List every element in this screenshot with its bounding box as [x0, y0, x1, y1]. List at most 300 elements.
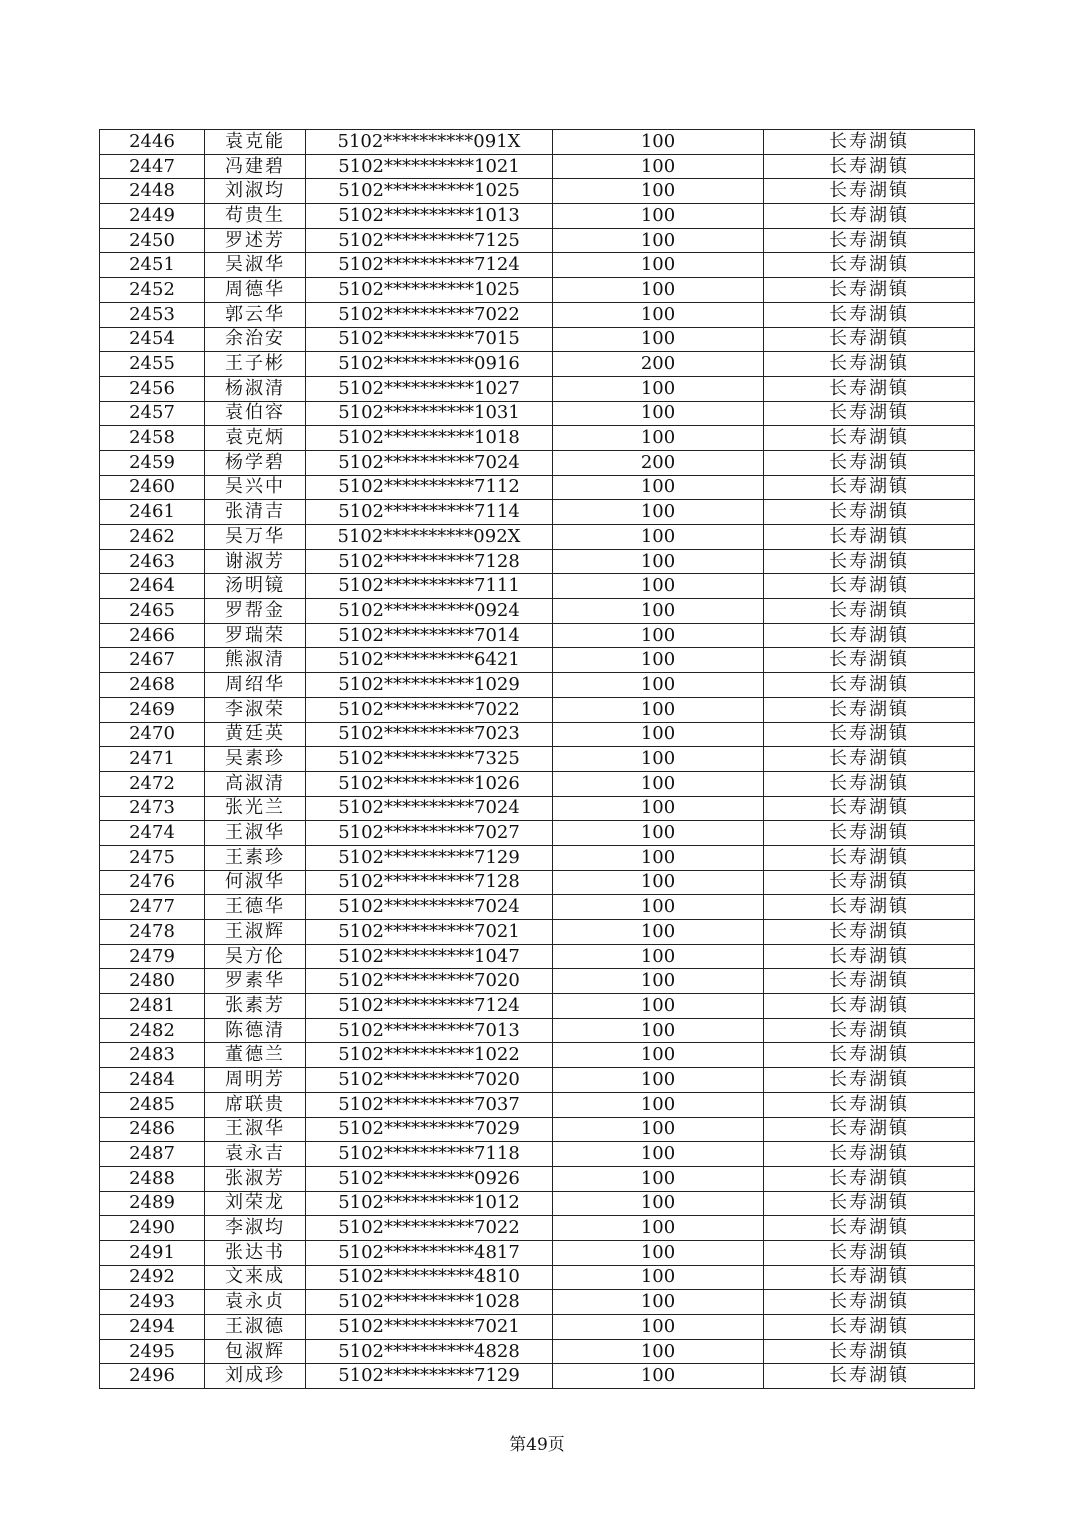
cell-amount: 200: [553, 450, 764, 475]
cell-town: 长寿湖镇: [764, 500, 975, 525]
cell-amount: 100: [553, 278, 764, 303]
cell-amount: 100: [553, 1191, 764, 1216]
cell-town: 长寿湖镇: [764, 648, 975, 673]
cell-town: 长寿湖镇: [764, 1018, 975, 1043]
table-row: [100, 821, 975, 846]
cell-id-number: 5102**********7114: [306, 500, 553, 525]
cell-name: 黄廷英: [205, 722, 306, 747]
cell-number: 2486: [100, 1117, 205, 1142]
cell-number: 2468: [100, 673, 205, 698]
cell-name: 袁伯容: [205, 401, 306, 426]
cell-number: 2492: [100, 1265, 205, 1290]
cell-town: 长寿湖镇: [764, 623, 975, 648]
table-row: [100, 969, 975, 994]
cell-town: 长寿湖镇: [764, 1142, 975, 1167]
cell-amount: 100: [553, 845, 764, 870]
cell-town: 长寿湖镇: [764, 1364, 975, 1389]
cell-name: 吴方伦: [205, 944, 306, 969]
cell-id-number: 5102**********7023: [306, 722, 553, 747]
cell-amount: 100: [553, 722, 764, 747]
cell-name: 张素芳: [205, 994, 306, 1019]
cell-number: 2480: [100, 969, 205, 994]
cell-amount: 100: [553, 648, 764, 673]
cell-name: 王淑辉: [205, 920, 306, 945]
cell-town: 长寿湖镇: [764, 1191, 975, 1216]
cell-amount: 100: [553, 525, 764, 550]
cell-amount: 100: [553, 426, 764, 451]
cell-number: 2455: [100, 352, 205, 377]
cell-town: 长寿湖镇: [764, 969, 975, 994]
cell-number: 2460: [100, 475, 205, 500]
cell-town: 长寿湖镇: [764, 599, 975, 624]
cell-amount: 100: [553, 1142, 764, 1167]
cell-amount: 100: [553, 475, 764, 500]
cell-id-number: 5102**********1029: [306, 673, 553, 698]
cell-name: 吴素珍: [205, 747, 306, 772]
cell-amount: 100: [553, 1265, 764, 1290]
cell-amount: 100: [553, 599, 764, 624]
table-row: [100, 1290, 975, 1315]
cell-id-number: 5102**********7124: [306, 994, 553, 1019]
cell-number: 2476: [100, 870, 205, 895]
cell-number: 2470: [100, 722, 205, 747]
cell-amount: 100: [553, 623, 764, 648]
cell-name: 张淑芳: [205, 1166, 306, 1191]
cell-town: 长寿湖镇: [764, 327, 975, 352]
cell-number: 2488: [100, 1166, 205, 1191]
cell-name: 文来成: [205, 1265, 306, 1290]
cell-name: 周德华: [205, 278, 306, 303]
cell-name: 王德华: [205, 895, 306, 920]
cell-number: 2446: [100, 130, 205, 155]
cell-number: 2459: [100, 450, 205, 475]
cell-number: 2453: [100, 302, 205, 327]
cell-amount: 100: [553, 500, 764, 525]
table-row: [100, 1339, 975, 1364]
cell-town: 长寿湖镇: [764, 450, 975, 475]
cell-id-number: 5102**********7111: [306, 574, 553, 599]
cell-amount: 100: [553, 870, 764, 895]
cell-id-number: 5102**********7021: [306, 920, 553, 945]
table-row: [100, 1043, 975, 1068]
cell-number: 2452: [100, 278, 205, 303]
cell-town: 长寿湖镇: [764, 352, 975, 377]
table-row: [100, 895, 975, 920]
cell-town: 长寿湖镇: [764, 821, 975, 846]
cell-id-number: 5102**********1013: [306, 204, 553, 229]
cell-town: 长寿湖镇: [764, 426, 975, 451]
cell-id-number: 5102**********7112: [306, 475, 553, 500]
cell-town: 长寿湖镇: [764, 253, 975, 278]
cell-amount: 100: [553, 697, 764, 722]
cell-id-number: 5102**********1025: [306, 179, 553, 204]
cell-name: 张光兰: [205, 796, 306, 821]
table-row: [100, 327, 975, 352]
cell-number: 2484: [100, 1068, 205, 1093]
cell-name: 谢淑芳: [205, 549, 306, 574]
cell-id-number: 5102**********7022: [306, 302, 553, 327]
cell-number: 2457: [100, 401, 205, 426]
cell-id-number: 5102**********1026: [306, 771, 553, 796]
cell-id-number: 5102**********7027: [306, 821, 553, 846]
cell-amount: 100: [553, 747, 764, 772]
cell-number: 2491: [100, 1240, 205, 1265]
cell-number: 2475: [100, 845, 205, 870]
cell-number: 2451: [100, 253, 205, 278]
cell-id-number: 5102**********1047: [306, 944, 553, 969]
table-row: [100, 870, 975, 895]
cell-id-number: 5102**********0926: [306, 1166, 553, 1191]
cell-id-number: 5102**********4810: [306, 1265, 553, 1290]
table-row: [100, 673, 975, 698]
table-row: [100, 623, 975, 648]
cell-name: 刘荣龙: [205, 1191, 306, 1216]
table-row: [100, 401, 975, 426]
cell-name: 罗素华: [205, 969, 306, 994]
cell-town: 长寿湖镇: [764, 154, 975, 179]
roster-table-wrapper: [99, 129, 975, 1389]
cell-town: 长寿湖镇: [764, 944, 975, 969]
cell-number: 2474: [100, 821, 205, 846]
cell-name: 王淑华: [205, 1117, 306, 1142]
cell-id-number: 5102**********7325: [306, 747, 553, 772]
table-row: [100, 796, 975, 821]
cell-town: 长寿湖镇: [764, 179, 975, 204]
cell-id-number: 5102**********1031: [306, 401, 553, 426]
cell-number: 2454: [100, 327, 205, 352]
table-row: [100, 1068, 975, 1093]
cell-amount: 100: [553, 1339, 764, 1364]
cell-name: 熊淑清: [205, 648, 306, 673]
cell-name: 包淑辉: [205, 1339, 306, 1364]
cell-name: 王子彬: [205, 352, 306, 377]
cell-name: 冯建碧: [205, 154, 306, 179]
cell-number: 2482: [100, 1018, 205, 1043]
cell-name: 袁永贞: [205, 1290, 306, 1315]
cell-id-number: 5102**********1027: [306, 376, 553, 401]
table-row: [100, 253, 975, 278]
cell-name: 王淑德: [205, 1315, 306, 1340]
table-row: [100, 500, 975, 525]
cell-number: 2463: [100, 549, 205, 574]
cell-amount: 100: [553, 179, 764, 204]
cell-id-number: 5102**********7024: [306, 895, 553, 920]
table-row: [100, 747, 975, 772]
cell-id-number: 5102**********0924: [306, 599, 553, 624]
cell-town: 长寿湖镇: [764, 1043, 975, 1068]
cell-name: 罗帮金: [205, 599, 306, 624]
cell-name: 袁永吉: [205, 1142, 306, 1167]
table-row: [100, 376, 975, 401]
table-row: [100, 994, 975, 1019]
table-row: [100, 599, 975, 624]
cell-amount: 100: [553, 1315, 764, 1340]
cell-id-number: 5102**********1018: [306, 426, 553, 451]
cell-id-number: 5102**********7125: [306, 228, 553, 253]
cell-town: 长寿湖镇: [764, 549, 975, 574]
roster-table-body: [100, 130, 975, 1389]
cell-number: 2487: [100, 1142, 205, 1167]
cell-id-number: 5102**********7024: [306, 450, 553, 475]
cell-id-number: 5102**********1022: [306, 1043, 553, 1068]
cell-number: 2473: [100, 796, 205, 821]
cell-amount: 100: [553, 130, 764, 155]
cell-number: 2467: [100, 648, 205, 673]
cell-name: 袁克炳: [205, 426, 306, 451]
cell-town: 长寿湖镇: [764, 673, 975, 698]
cell-town: 长寿湖镇: [764, 771, 975, 796]
cell-number: 2495: [100, 1339, 205, 1364]
table-row: [100, 228, 975, 253]
cell-id-number: 5102**********7014: [306, 623, 553, 648]
table-row: [100, 450, 975, 475]
cell-amount: 100: [553, 1364, 764, 1389]
cell-id-number: 5102**********1021: [306, 154, 553, 179]
cell-amount: 100: [553, 771, 764, 796]
cell-id-number: 5102**********7037: [306, 1092, 553, 1117]
cell-id-number: 5102**********7024: [306, 796, 553, 821]
cell-id-number: 5102**********6421: [306, 648, 553, 673]
cell-name: 刘淑均: [205, 179, 306, 204]
cell-name: 董德兰: [205, 1043, 306, 1068]
table-row: [100, 1166, 975, 1191]
cell-number: 2461: [100, 500, 205, 525]
cell-amount: 100: [553, 969, 764, 994]
table-row: [100, 1191, 975, 1216]
cell-number: 2478: [100, 920, 205, 945]
table-row: [100, 845, 975, 870]
cell-amount: 100: [553, 1290, 764, 1315]
cell-number: 2483: [100, 1043, 205, 1068]
cell-amount: 100: [553, 1068, 764, 1093]
cell-number: 2485: [100, 1092, 205, 1117]
cell-amount: 100: [553, 994, 764, 1019]
table-row: [100, 1265, 975, 1290]
cell-town: 长寿湖镇: [764, 376, 975, 401]
table-row: [100, 1142, 975, 1167]
cell-name: 罗瑞荣: [205, 623, 306, 648]
cell-id-number: 5102**********092X: [306, 525, 553, 550]
cell-town: 长寿湖镇: [764, 204, 975, 229]
cell-id-number: 5102**********7020: [306, 969, 553, 994]
cell-number: 2477: [100, 895, 205, 920]
page-number: 第49页: [509, 1435, 565, 1455]
cell-town: 长寿湖镇: [764, 1092, 975, 1117]
cell-amount: 100: [553, 574, 764, 599]
cell-number: 2456: [100, 376, 205, 401]
cell-town: 长寿湖镇: [764, 1117, 975, 1142]
cell-id-number: 5102**********7021: [306, 1315, 553, 1340]
cell-name: 周绍华: [205, 673, 306, 698]
cell-town: 长寿湖镇: [764, 278, 975, 303]
cell-amount: 100: [553, 401, 764, 426]
cell-town: 长寿湖镇: [764, 401, 975, 426]
cell-amount: 100: [553, 302, 764, 327]
cell-amount: 100: [553, 944, 764, 969]
cell-number: 2462: [100, 525, 205, 550]
table-row: [100, 648, 975, 673]
cell-town: 长寿湖镇: [764, 722, 975, 747]
cell-town: 长寿湖镇: [764, 228, 975, 253]
cell-number: 2469: [100, 697, 205, 722]
cell-name: 杨学碧: [205, 450, 306, 475]
cell-name: 王淑华: [205, 821, 306, 846]
cell-id-number: 5102**********7128: [306, 549, 553, 574]
cell-name: 李淑均: [205, 1216, 306, 1241]
table-row: [100, 426, 975, 451]
table-row: [100, 1216, 975, 1241]
table-row: [100, 1117, 975, 1142]
table-row: [100, 154, 975, 179]
cell-number: 2479: [100, 944, 205, 969]
cell-town: 长寿湖镇: [764, 920, 975, 945]
cell-town: 长寿湖镇: [764, 845, 975, 870]
cell-number: 2471: [100, 747, 205, 772]
cell-town: 长寿湖镇: [764, 1240, 975, 1265]
cell-amount: 100: [553, 673, 764, 698]
cell-town: 长寿湖镇: [764, 475, 975, 500]
cell-number: 2466: [100, 623, 205, 648]
cell-name: 王素珍: [205, 845, 306, 870]
cell-town: 长寿湖镇: [764, 1166, 975, 1191]
cell-number: 2481: [100, 994, 205, 1019]
table-row: [100, 549, 975, 574]
cell-name: 苟贵生: [205, 204, 306, 229]
cell-id-number: 5102**********7129: [306, 1364, 553, 1389]
cell-id-number: 5102**********1012: [306, 1191, 553, 1216]
table-row: [100, 771, 975, 796]
cell-id-number: 5102**********7020: [306, 1068, 553, 1093]
cell-id-number: 5102**********7118: [306, 1142, 553, 1167]
cell-amount: 100: [553, 1117, 764, 1142]
table-row: [100, 278, 975, 303]
cell-id-number: 5102**********4817: [306, 1240, 553, 1265]
cell-amount: 100: [553, 204, 764, 229]
table-row: [100, 525, 975, 550]
cell-town: 长寿湖镇: [764, 1315, 975, 1340]
cell-town: 长寿湖镇: [764, 895, 975, 920]
cell-number: 2448: [100, 179, 205, 204]
cell-town: 长寿湖镇: [764, 1068, 975, 1093]
cell-number: 2464: [100, 574, 205, 599]
cell-name: 高淑清: [205, 771, 306, 796]
cell-amount: 100: [553, 1166, 764, 1191]
cell-amount: 100: [553, 1240, 764, 1265]
cell-id-number: 5102**********091X: [306, 130, 553, 155]
cell-number: 2472: [100, 771, 205, 796]
cell-id-number: 5102**********7022: [306, 1216, 553, 1241]
cell-town: 长寿湖镇: [764, 1216, 975, 1241]
cell-amount: 100: [553, 228, 764, 253]
cell-amount: 100: [553, 1043, 764, 1068]
table-row: [100, 920, 975, 945]
cell-name: 杨淑清: [205, 376, 306, 401]
cell-town: 长寿湖镇: [764, 574, 975, 599]
cell-name: 席联贵: [205, 1092, 306, 1117]
table-row: [100, 574, 975, 599]
cell-amount: 100: [553, 821, 764, 846]
table-row: [100, 1240, 975, 1265]
cell-id-number: 5102**********7015: [306, 327, 553, 352]
cell-id-number: 5102**********0916: [306, 352, 553, 377]
table-row: [100, 475, 975, 500]
cell-name: 袁克能: [205, 130, 306, 155]
cell-town: 长寿湖镇: [764, 302, 975, 327]
cell-name: 吴淑华: [205, 253, 306, 278]
cell-name: 吴兴中: [205, 475, 306, 500]
cell-amount: 100: [553, 253, 764, 278]
cell-name: 周明芳: [205, 1068, 306, 1093]
cell-name: 余治安: [205, 327, 306, 352]
cell-amount: 100: [553, 895, 764, 920]
cell-name: 何淑华: [205, 870, 306, 895]
cell-id-number: 5102**********1025: [306, 278, 553, 303]
cell-id-number: 5102**********1028: [306, 1290, 553, 1315]
cell-name: 罗述芳: [205, 228, 306, 253]
table-row: [100, 1018, 975, 1043]
cell-town: 长寿湖镇: [764, 870, 975, 895]
roster-table: [99, 129, 975, 1389]
cell-number: 2496: [100, 1364, 205, 1389]
cell-id-number: 5102**********7128: [306, 870, 553, 895]
cell-number: 2490: [100, 1216, 205, 1241]
cell-town: 长寿湖镇: [764, 1290, 975, 1315]
cell-number: 2494: [100, 1315, 205, 1340]
cell-number: 2449: [100, 204, 205, 229]
cell-number: 2493: [100, 1290, 205, 1315]
table-row: [100, 944, 975, 969]
cell-number: 2450: [100, 228, 205, 253]
cell-town: 长寿湖镇: [764, 747, 975, 772]
cell-town: 长寿湖镇: [764, 994, 975, 1019]
table-row: [100, 722, 975, 747]
cell-id-number: 5102**********7129: [306, 845, 553, 870]
cell-number: 2447: [100, 154, 205, 179]
cell-amount: 100: [553, 549, 764, 574]
cell-name: 张清吉: [205, 500, 306, 525]
cell-amount: 100: [553, 796, 764, 821]
cell-amount: 100: [553, 154, 764, 179]
table-row: [100, 130, 975, 155]
cell-name: 汤明镜: [205, 574, 306, 599]
table-row: [100, 204, 975, 229]
cell-name: 刘成珍: [205, 1364, 306, 1389]
cell-name: 郭云华: [205, 302, 306, 327]
table-row: [100, 697, 975, 722]
cell-name: 张达书: [205, 1240, 306, 1265]
cell-town: 长寿湖镇: [764, 525, 975, 550]
table-row: [100, 1364, 975, 1389]
cell-name: 吴万华: [205, 525, 306, 550]
cell-id-number: 5102**********7022: [306, 697, 553, 722]
cell-town: 长寿湖镇: [764, 1339, 975, 1364]
table-row: [100, 179, 975, 204]
cell-amount: 100: [553, 327, 764, 352]
cell-amount: 100: [553, 1018, 764, 1043]
cell-id-number: 5102**********7013: [306, 1018, 553, 1043]
cell-amount: 100: [553, 920, 764, 945]
cell-amount: 100: [553, 1092, 764, 1117]
cell-number: 2489: [100, 1191, 205, 1216]
cell-number: 2458: [100, 426, 205, 451]
cell-amount: 200: [553, 352, 764, 377]
table-row: [100, 1315, 975, 1340]
cell-name: 陈德清: [205, 1018, 306, 1043]
cell-town: 长寿湖镇: [764, 1265, 975, 1290]
table-row: [100, 352, 975, 377]
cell-id-number: 5102**********7029: [306, 1117, 553, 1142]
cell-id-number: 5102**********4828: [306, 1339, 553, 1364]
